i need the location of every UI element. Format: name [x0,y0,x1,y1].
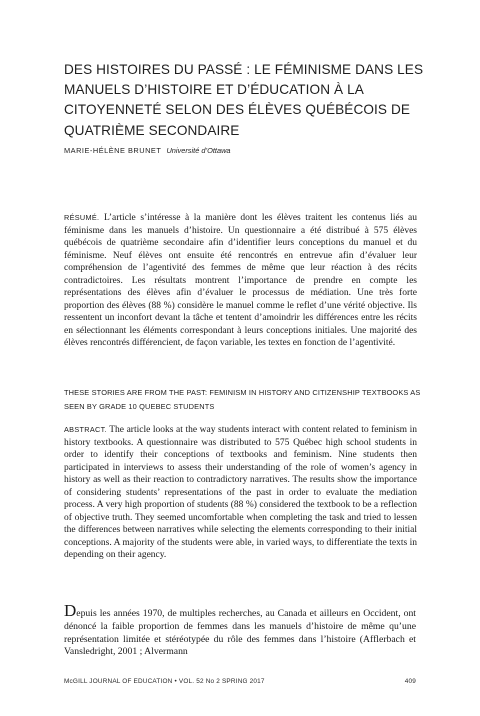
resume-text: L’article s’intéresse à la manière dont les élèves traitent les contenus liés au féminisme dans les manuels d’histoire. Un questionnaire a été distribué à 575 élèves québécois de quatrième secondaire afin d’identifier leurs conceptions du manuel et du féminisme. Neuf élèves ont ensuite été rencontrés en entrevue afin d’évaluer leur compréhension de l’agentivité des femmes de même que leur réaction à des récits contradictoires. Les résultats montrent l’importance de prendre en compte les représentations des élèves afin d’évaluer le processus de médiation. Une très forte proportion des élèves (88 %) considère le manuel comme le reflet d’une vérité objective. Ils ressentent un inconfort devant la tâche et tentent d’amoindrir les différences entre les récits en sélectionnant les éléments correspondant à leurs conceptions initiales. Une majorité des élèves rencontrés différencient, de façon variable, les textes en fonction de l’agentivité. [64,213,417,348]
byline [64,146,231,155]
journal-citation: McGILL JOURNAL OF EDUCATION • VOL. 52 No 2 SPRING 2017 [64,678,265,685]
page-footer [64,678,416,685]
body-paragraph [64,601,416,659]
author-affiliation: Université d’Ottawa [166,146,231,155]
page-number: 409 [404,678,416,685]
english-title: THESE STORIES ARE FROM THE PAST: FEMINISM IN HISTORY AND CITIZENSHIP TEXTBOOKS AS SEEN BY GRADE 10 QUEBEC STUDENTS [64,388,421,411]
english-abstract [64,424,417,562]
body-paragraph-text: epuis les années 1970, de multiples recherches, au Canada et ailleurs en Occident, ont dénoncé la faible proportion de femmes dans les manuels d’histoire de même qu’une représentation limitée et stéréotypée du rôle des femmes dans l’histoire (Afflerbach et Vansledright, 2001 ; Alvermann [64,608,416,658]
author-name: MARIE-HÉLÈNE BRUNET [64,146,162,155]
abstract-text: The article looks at the way students interact with content related to feminism in history textbooks. A questionnaire was distributed to 575 Québec high school students in order to identify their conceptions of textbooks and feminism. Nine students then participated in interviews to assess their understanding of the role of women’s agency in history as well as their reaction to contradictory narratives. The results show the importance of considering students’ representations of the past in order to evaluate the mediation process. A very high proportion of students (88 %) considered the textbook to be a reflection of objective truth. They seemed uncomfortable when completing the task and tried to lessen the differences between narratives while selecting the elements corresponding to their initial conceptions. A majority of the students were able, in varied ways, to differentiate the texts in depending on their agency. [64,425,417,560]
abstract-label: ABSTRACT. [64,425,107,434]
resume-label: RÉSUMÉ. [64,213,100,222]
article-title: DES HISTOIRES DU PASSÉ : LE FÉMINISME DANS LES MANUELS D’HISTOIRE ET D’ÉDUCATION À LA CITOYENNETÉ SELON DES ÉLÈVES QUÉBÉCOIS DE QUATRIÈME SECONDAIRE [64,62,424,138]
drop-cap: D [64,601,77,620]
french-abstract [64,212,417,350]
